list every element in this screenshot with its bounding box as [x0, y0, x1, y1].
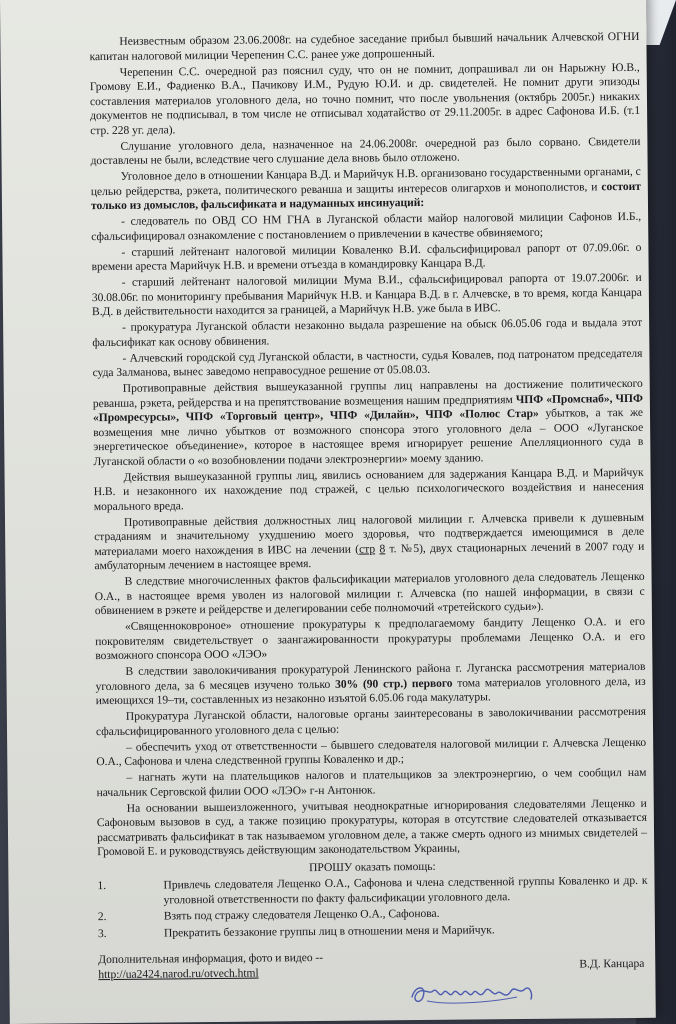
text-run: Черепенин С.С. очередной раз пояснил суду, что он не помнит, допрашивал ли он Нарыжну Ю.В., Громову Е.И., Фадиенко В.А., Пачикову И.М., Рудую Ю.И. и др. свидетелей. Не помнит други эпизоды составления материалов уголовного дела, но точно помнит, что после увольнения (октябрь 2005г.) никаких документов не подписывал, в том числе не отписывал ходатайство от 29.11.2005г. в адрес Сафонова И.Б. (т.1 стр. 228 уг. дела). — [89, 60, 641, 137]
request-number: 2. — [97, 910, 107, 924]
text-run: 8 — [379, 541, 386, 555]
text-run: Неизвестным образом 23.06.2008г. на судебное заседание прибыл бывший начальник Алчевской ОГНИ капитан налоговой милиции Черепенин С.С. ранее уже допрошенный. — [89, 29, 640, 63]
request-item — [98, 921, 648, 941]
text-run: В следствие многочисленных фактов фальсификации материалов уголовного дела следователь Лещенко О.А., в настоящее время уволен из налоговой милиции г. Алчевска (по нашей информации, в связи с обвинением в рэкете и рейдерстве и делегировании себе полномочий «третейского судьи»). — [94, 569, 645, 618]
text-run: Прокуратура Луганской области, налоговые органы заинтересованы в заволокичивании рассмотрения сфальсифицированного уголовного дела с целью: — [95, 704, 646, 738]
request-list — [97, 874, 648, 941]
paragraph-p6 — [91, 240, 641, 274]
request-text: Привлечь следователя Лещенко О.А., Сафонова и члена следственной группы Коваленко и др. к уголовной ответственности по факту фальсификации уголовного дела. — [163, 873, 648, 906]
paragraph-p16 — [96, 705, 646, 739]
text-run: Действия вышеуказанной группы лиц, явились основанием для задержания Канцара В.Д. и Марийчук Н.В. и незаконного их нахождение под стражей, с целью психологического воздействия и нанесения морального вреда. — [93, 465, 644, 513]
text-run: стр — [359, 541, 376, 556]
paragraph-p5 — [91, 210, 641, 244]
request-number: 1. — [97, 879, 107, 893]
handwritten-signature — [407, 979, 537, 1009]
text-run: - следователь по ОВД СО НМ ГНА в Луганской области майор налоговой милиции Сафонов И.Б., сфальсифицировал ознакомление с постановлением о привлечении в качестве обвиняемого; — [91, 209, 642, 243]
paragraph-p12 — [94, 510, 645, 573]
paragraph-p2 — [90, 60, 641, 138]
text-run: Противоправные действия должностных лиц налоговой милиции г. Алчевска привели к душевным страданиям и значительному ухудшению моего здоровья, что подтверждается имеющимися в деле материалами моего нахождения в ИВС на лечении ( — [94, 510, 645, 558]
paragraph-p3 — [90, 134, 640, 168]
paragraph-p4 — [91, 165, 641, 214]
paragraph-list — [89, 30, 647, 860]
text-run: – нагнать жути на плательщиков налогов и плательщиков за электроэнергию, о чем сообщил нам начальник Серговской филии ООО «ЛЭО» г-н Антонюк. — [96, 765, 647, 799]
paragraph-p7 — [92, 271, 642, 320]
paragraph-p18 — [96, 766, 646, 800]
request-text: Прекратить беззаконие группы лиц в отношении меня и Марийчук. — [163, 922, 495, 939]
text-run: ЧПФ «Промснаб», ЧПФ «Промресурсы», ЧПФ «Торговый центр», ЧПФ «Дилайн», ЧПФ «Полюс Стар» — [92, 391, 643, 425]
additional-info: Дополнительная информация, фото и видео -- — [98, 950, 324, 967]
paragraph-p9 — [92, 346, 642, 380]
text-run: Слушание уголовного дела, назначенное на 24.06.2008г. очередной раз было сорвано. Свидетели доставлены не были, вследствие чего слушание дела вновь было отложено. — [90, 134, 641, 168]
text-run: т. №5), двух стационарных лечений в 2007 году и амбулаторным лечением в настоящее время. — [94, 539, 645, 573]
request-number: 3. — [97, 926, 107, 940]
text-run: - Алчевский городской суд Луганской области, в частности, судья Ковалев, под патронатом председателя суда Залманова, вынес заведомо неправосудное решение от 05.08.03. — [92, 346, 643, 380]
paragraph-p11 — [94, 465, 644, 514]
request-heading: ПРОШУ оказать помощь: — [309, 859, 436, 874]
paragraph-p17 — [96, 735, 646, 769]
text-run: В следствии заволокичивания прокуратурой Ленинского района г. Луганска рассмотрения материалов уголовного дела, за 6 месяцев изучено только — [95, 659, 646, 693]
request-text: Взять под стражу следователя Лещенко О.А., Сафонова. — [163, 906, 440, 923]
text-run: На основании вышеизложенного, учитывая неоднократные игнорирования следователями Лещенко и Сафоновым вызовов в суд, а также позицию прокуратуры, которая в отсутствие следователей отказывается рассматривать фальсификат в так называемом уголовном деле, а также смерть одного из мнимых свидетелей – Громовой Е. и руководствуясь действующим законодательством Украины, — [96, 796, 648, 859]
website-link[interactable]: http://ua2424.narod.ru/otvech.html — [98, 966, 259, 981]
paragraph-p1 — [89, 30, 639, 64]
text-run: Уголовное дело в отношении Канцара В.Д. и Марийчук Н.В. организовано государственными органами, с целью рейдерства, рэкета, политического реванша и защиты интересов олигархов и монополистов, и — [90, 164, 641, 198]
paragraph-p14 — [95, 615, 645, 664]
text-run: – обеспечить уход от ответственности – бывшего следователя налоговой милиции г. Алчевска Лещенко О.А., Сафонова и члена следственной группы Коваленко и др.; — [96, 735, 647, 769]
text-run: Противоправные действия вышеуказанной группы лиц направлены на достижение политического реванша, рэкета, рейдерства и на препятствование возмещения нашим предприятиям — [92, 376, 643, 410]
text-run: состоит только из домыслов, фальсификата и надуманных инсинуаций: — [90, 179, 641, 213]
text-run: - старший лейтенант налоговой милиции Мума В.И., сфальсифицировал рапорта от 19.07.2006г. и 30.08.06г. по мониторингу пребывания Марийчук Н.В. и Канцара В.Д. в г. Алчевске, в то время, когда Канцара В.Д. в действительности находится за границей, а Марийчук Н.В. уже была в ИВС. — [91, 270, 642, 319]
signature-name: В.Д. Канцара — [579, 956, 645, 970]
request-item — [97, 874, 647, 908]
text-run: 30% (90 стр.) первого — [334, 676, 453, 691]
text-run: «Священноковроное» отношение прокуратуры к предполагаемому бандиту Лещенко О.А. и его покровителям свидетельствует о заангажированности прокуратуры проблемами Лещенко О.А. и его возможного спонсора ООО «ЛЭО» — [95, 614, 646, 663]
text-run: убытков, а так же возмещения мне лично убытков от возможного спонсора этого уголовного дела – ООО «Луганское энергетическое объединение», которое в настоящее время игнорирует решение Апелляционного суда в Луганской области о «о возобновлении подачи электроэнергии» моему зданию. — [93, 405, 644, 468]
paragraph-p15 — [95, 660, 645, 709]
paragraph-p10 — [93, 377, 644, 469]
letter-body — [89, 30, 648, 988]
paragraph-p13 — [95, 570, 645, 619]
paragraph-p19 — [97, 796, 648, 859]
text-run: - старший лейтенант налоговой милиции Коваленко В.И. сфальсифицировал рапорт от 07.09.06г. о времени ареста Марийчук Н.В. и времени отъезда в командировку Канцара В.Д. — [91, 240, 642, 274]
paragraph-p8 — [92, 316, 642, 350]
text-run: - прокуратура Луганской области незаконно выдала разрешение на обыск 06.05.06 года и выдала этот фальсификат как основу обвинения. — [92, 315, 643, 349]
text-run: тома материалов уголовного дела, из имеющихся 19–ти, составленных из незаконно изъятой 6.05.06 года макулатуры. — [95, 674, 646, 708]
